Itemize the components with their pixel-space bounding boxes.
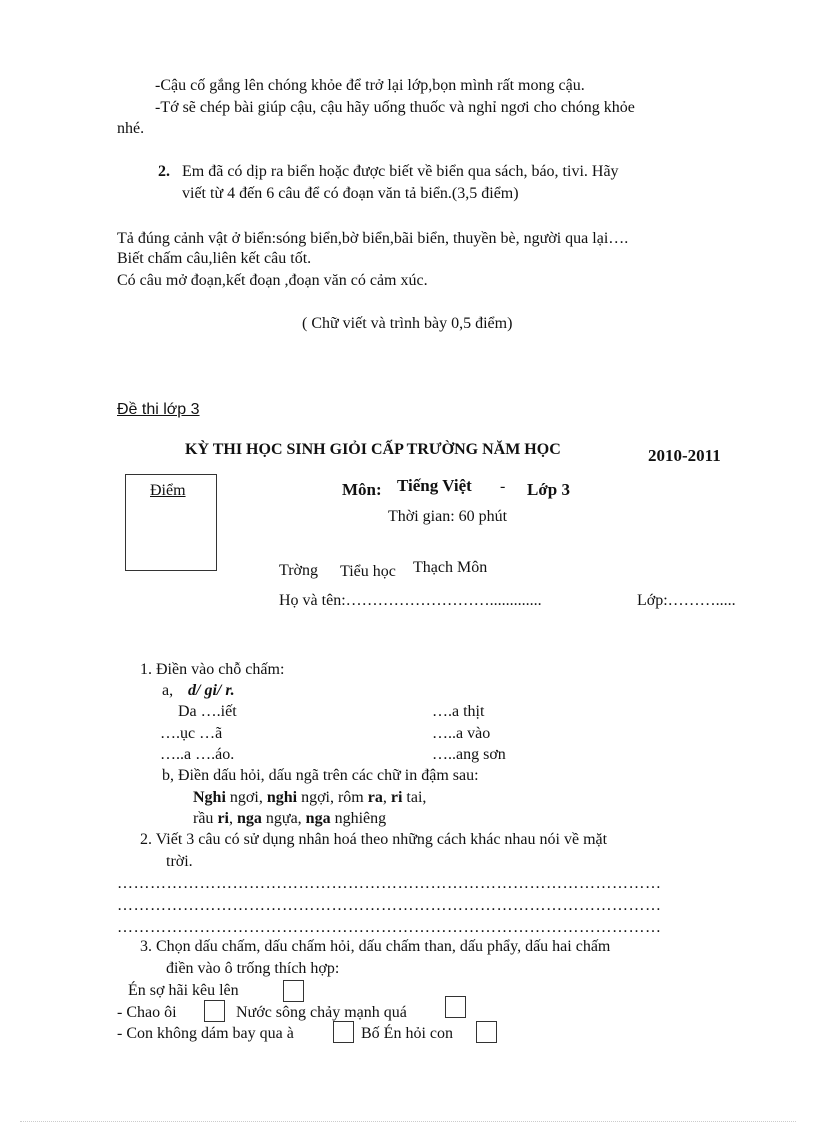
grade: Lớp 3 bbox=[527, 480, 570, 499]
student-name-field[interactable]: Họ và tên:………………………............. bbox=[279, 592, 542, 609]
fill-blank-item[interactable]: ….ục …ã bbox=[160, 725, 223, 742]
word: ngợi, rôm bbox=[297, 789, 368, 806]
q2-text: trời. bbox=[166, 853, 193, 870]
school-label: Trờng bbox=[279, 562, 318, 579]
text-line: -Cậu cố gắng lên chóng khỏe để trở lại lớp,bọn mình rất mong cậu. bbox=[155, 77, 585, 94]
separator: - bbox=[500, 478, 506, 495]
question-number: 2. bbox=[158, 163, 170, 180]
punctuation-box[interactable] bbox=[204, 1000, 225, 1022]
score-label: Điểm bbox=[150, 482, 186, 499]
exam-year: 2010-2011 bbox=[648, 446, 721, 465]
subject-name: Tiếng Việt bbox=[397, 476, 472, 495]
q1-part-a-letters: d/ gi/ r. bbox=[188, 682, 235, 699]
word: , bbox=[382, 789, 391, 806]
word: , bbox=[228, 810, 237, 827]
fill-blank-item[interactable]: Da ….iết bbox=[178, 703, 237, 720]
q1-title: 1. Điền vào chỗ chấm: bbox=[140, 661, 285, 678]
class-field[interactable]: Lớp:………..... bbox=[637, 592, 736, 609]
fill-blank-item[interactable]: …..a ….áo. bbox=[160, 746, 235, 763]
word: ngơi, bbox=[225, 789, 267, 806]
text-line: -Tớ sẽ chép bài giúp cậu, cậu hãy uống thuốc và nghỉ ngơi cho chóng khỏe bbox=[155, 99, 635, 116]
q1-part-a-label: a, bbox=[162, 682, 174, 699]
page-edge bbox=[20, 1121, 796, 1122]
school-type: Tiểu học bbox=[340, 563, 396, 580]
q1-word-row bbox=[193, 789, 426, 807]
q3-sentence: - Chao ôi bbox=[117, 1004, 177, 1021]
score-note: ( Chữ viết và trình bày 0,5 điểm) bbox=[302, 315, 513, 332]
q3-sentence: - Con không dám bay qua à bbox=[117, 1025, 294, 1042]
word: ngựa, bbox=[261, 810, 306, 827]
question-text: viết từ 4 đến 6 câu để có đoạn văn tả biển.(3,5 điểm) bbox=[182, 185, 519, 202]
q3-sentence: Én sợ hãi kêu lên bbox=[128, 982, 239, 999]
fill-blank-item[interactable]: ….a thịt bbox=[432, 703, 485, 720]
bold-word: nghi bbox=[266, 789, 298, 806]
punctuation-box[interactable] bbox=[333, 1021, 354, 1043]
word: rầu bbox=[193, 810, 218, 827]
bold-word: Nghi bbox=[193, 789, 226, 806]
word: tai, bbox=[402, 789, 427, 806]
answer-line[interactable]: ……………………………………………………………………………………… bbox=[117, 919, 662, 936]
question-text: Em đã có dịp ra biển hoặc được biết về biển qua sách, báo, tivi. Hãy bbox=[182, 163, 619, 180]
punctuation-box[interactable] bbox=[445, 996, 466, 1018]
bold-word: ri bbox=[390, 789, 403, 806]
fill-blank-item[interactable]: …..a vào bbox=[432, 725, 491, 742]
rubric-line: Có câu mở đoạn,kết đoạn ,đoạn văn có cảm xúc. bbox=[117, 272, 428, 289]
subject-label: Môn: bbox=[342, 480, 382, 499]
exam-heading: Đề thi lớp 3 bbox=[117, 401, 200, 418]
punctuation-box[interactable] bbox=[476, 1021, 497, 1043]
q3-text: điền vào ô trống thích hợp: bbox=[166, 960, 340, 977]
q3-sentence: Bố Én hỏi con bbox=[361, 1025, 453, 1042]
rubric-line: Biết chấm câu,liên kết câu tốt. bbox=[117, 250, 312, 267]
answer-line[interactable]: ……………………………………………………………………………………… bbox=[117, 875, 662, 892]
q2-text: 2. Viết 3 câu có sử dụng nhân hoá theo những cách khác nhau nói về mặt bbox=[140, 831, 608, 848]
q1-word-row bbox=[193, 810, 386, 828]
school-name: Thạch Môn bbox=[413, 559, 488, 576]
q3-text: 3. Chọn dấu chấm, dấu chấm hỏi, dấu chấm than, dấu phẩy, dấu hai chấm bbox=[140, 938, 611, 955]
bold-word: ra bbox=[367, 789, 383, 806]
q3-sentence: Nước sông chảy mạnh quá bbox=[236, 1004, 407, 1021]
answer-line[interactable]: ……………………………………………………………………………………… bbox=[117, 897, 662, 914]
word: nghiêng bbox=[330, 810, 387, 827]
bold-word: ri bbox=[217, 810, 229, 827]
bold-word: nga bbox=[305, 810, 331, 827]
bold-word: nga bbox=[236, 810, 262, 827]
q1-part-b: b, Điền dấu hỏi, dấu ngã trên các chữ in đậm sau: bbox=[162, 767, 479, 784]
rubric-line: Tả đúng cảnh vật ở biển:sóng biển,bờ biển,bãi biển, thuyền bè, người qua lại…. bbox=[117, 230, 629, 247]
exam-time: Thời gian: 60 phút bbox=[388, 508, 508, 525]
exam-title: KỲ THI HỌC SINH GIỎI CẤP TRƯỜNG NĂM HỌC bbox=[185, 441, 561, 458]
text-line: nhé. bbox=[117, 120, 145, 137]
fill-blank-item[interactable]: …..ang sơn bbox=[432, 746, 506, 763]
punctuation-box[interactable] bbox=[283, 980, 304, 1002]
